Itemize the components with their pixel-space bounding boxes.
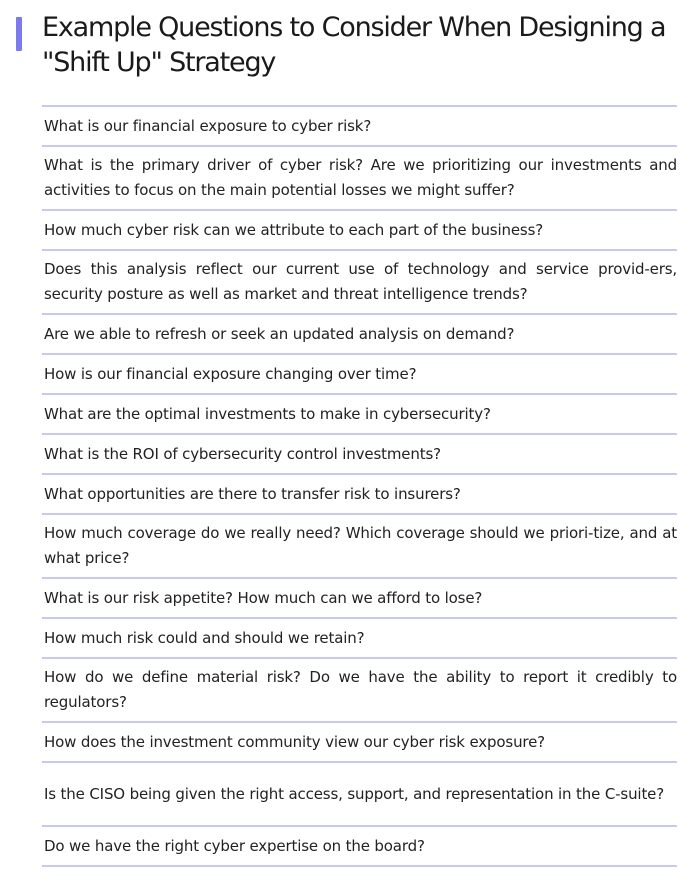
list-item [42,827,677,867]
list-item [42,355,677,395]
question-text: What is our financial exposure to cyber risk? [44,116,372,135]
question-text: How is our financial exposure changing over time? [44,364,417,383]
list-item [42,619,677,659]
list-item [42,659,677,723]
question-text: How does the investment community view our cyber risk exposure? [44,732,545,751]
list-item [42,251,677,315]
list-item [42,147,677,211]
question-text: How much risk could and should we retain? [44,628,365,647]
question-text: What opportunities are there to transfer risk to insurers? [44,484,461,503]
question-text: How much cyber risk can we attribute to each part of the business? [44,220,544,239]
list-item [42,475,677,515]
title-accent-bar [16,17,22,51]
question-text: How do we define material risk? Do we have the ability to report it credibly to regulators? [44,668,677,711]
list-item [42,763,677,827]
question-text: What is the primary driver of cyber risk? Are we prioritizing our investments and activities to focus on the main potential losses we might suffer? [44,156,677,199]
header [0,10,697,90]
question-text: Does this analysis reflect our current use of technology and service provid-ers, security posture as well as market and threat intelligence trends? [44,260,677,303]
page-title: Example Questions to Consider When Designing a "Shift Up" Strategy [42,12,666,78]
list-item [42,315,677,355]
list-item [42,579,677,619]
question-text: What is the ROI of cybersecurity control investments? [44,444,441,463]
list-item [42,723,677,763]
question-text: Is the CISO being given the right access, support, and representation in the C-suite? [44,784,665,803]
question-text: Are we able to refresh or seek an updated analysis on demand? [44,324,515,343]
question-text: What is our risk appetite? How much can we afford to lose? [44,588,483,607]
list-item [42,107,677,147]
question-list [42,105,677,867]
list-item [42,515,677,579]
list-item [42,211,677,251]
question-text: What are the optimal investments to make in cybersecurity? [44,404,491,423]
list-item [42,395,677,435]
question-text: How much coverage do we really need? Which coverage should we priori-tize, and at what price? [44,524,677,567]
question-text: Do we have the right cyber expertise on the board? [44,836,425,855]
list-item [42,435,677,475]
